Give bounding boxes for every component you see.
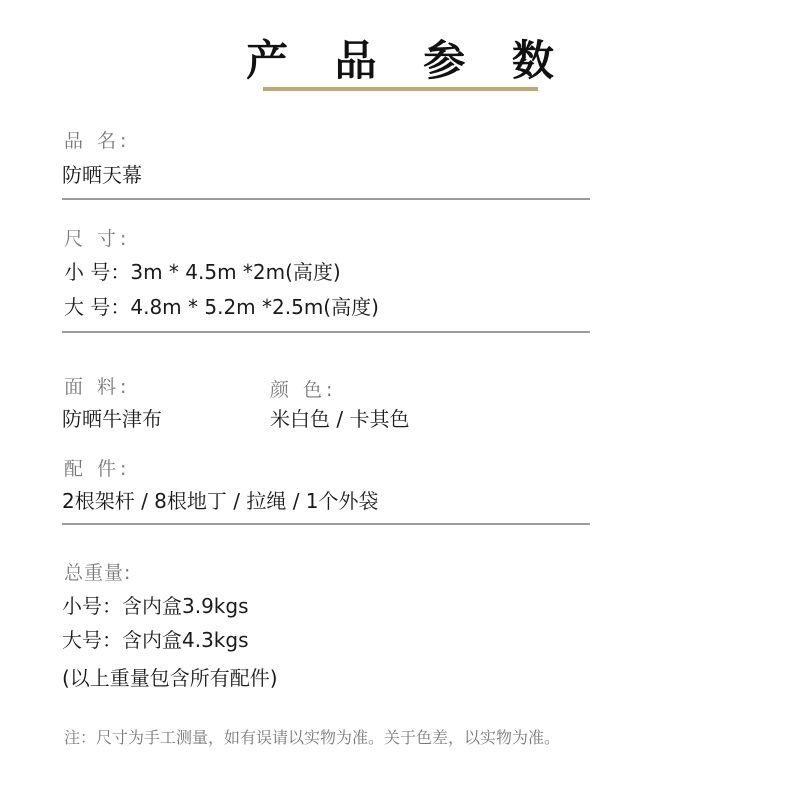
page-title: 产 品 参 数 <box>246 36 570 85</box>
title-underline <box>263 87 538 91</box>
size-large-value: 大 号：4.8m * 5.2m *2.5m(高度) <box>64 295 379 319</box>
weight-small-value: 小号：含内盒3.9kgs <box>62 594 249 618</box>
parts-value: 2根架杆 / 8根地丁 / 拉绳 / 1个外袋 <box>62 489 379 513</box>
divider-1 <box>62 198 590 200</box>
fabric-value: 防晒牛津布 <box>62 407 162 431</box>
weight-remark: (以上重量包含所有配件) <box>62 666 278 690</box>
divider-2 <box>62 331 590 333</box>
product-name-value: 防晒天幕 <box>62 163 142 187</box>
product-name-label: 品 名: <box>64 130 131 152</box>
fabric-label: 面 料: <box>64 376 131 398</box>
size-small-value: 小 号：3m * 4.5m *2m(高度) <box>64 260 341 284</box>
color-value: 米白色 / 卡其色 <box>270 407 410 431</box>
weight-label: 总重量: <box>64 562 132 584</box>
footer-note: 注：尺寸为手工测量，如有误请以实物为准。关于色差，以实物为准。 <box>64 728 561 747</box>
size-label: 尺 寸: <box>64 228 131 250</box>
color-label: 颜 色: <box>270 379 337 401</box>
parts-label: 配 件: <box>64 458 131 480</box>
divider-3 <box>62 523 590 525</box>
weight-large-value: 大号：含内盒4.3kgs <box>62 628 249 652</box>
